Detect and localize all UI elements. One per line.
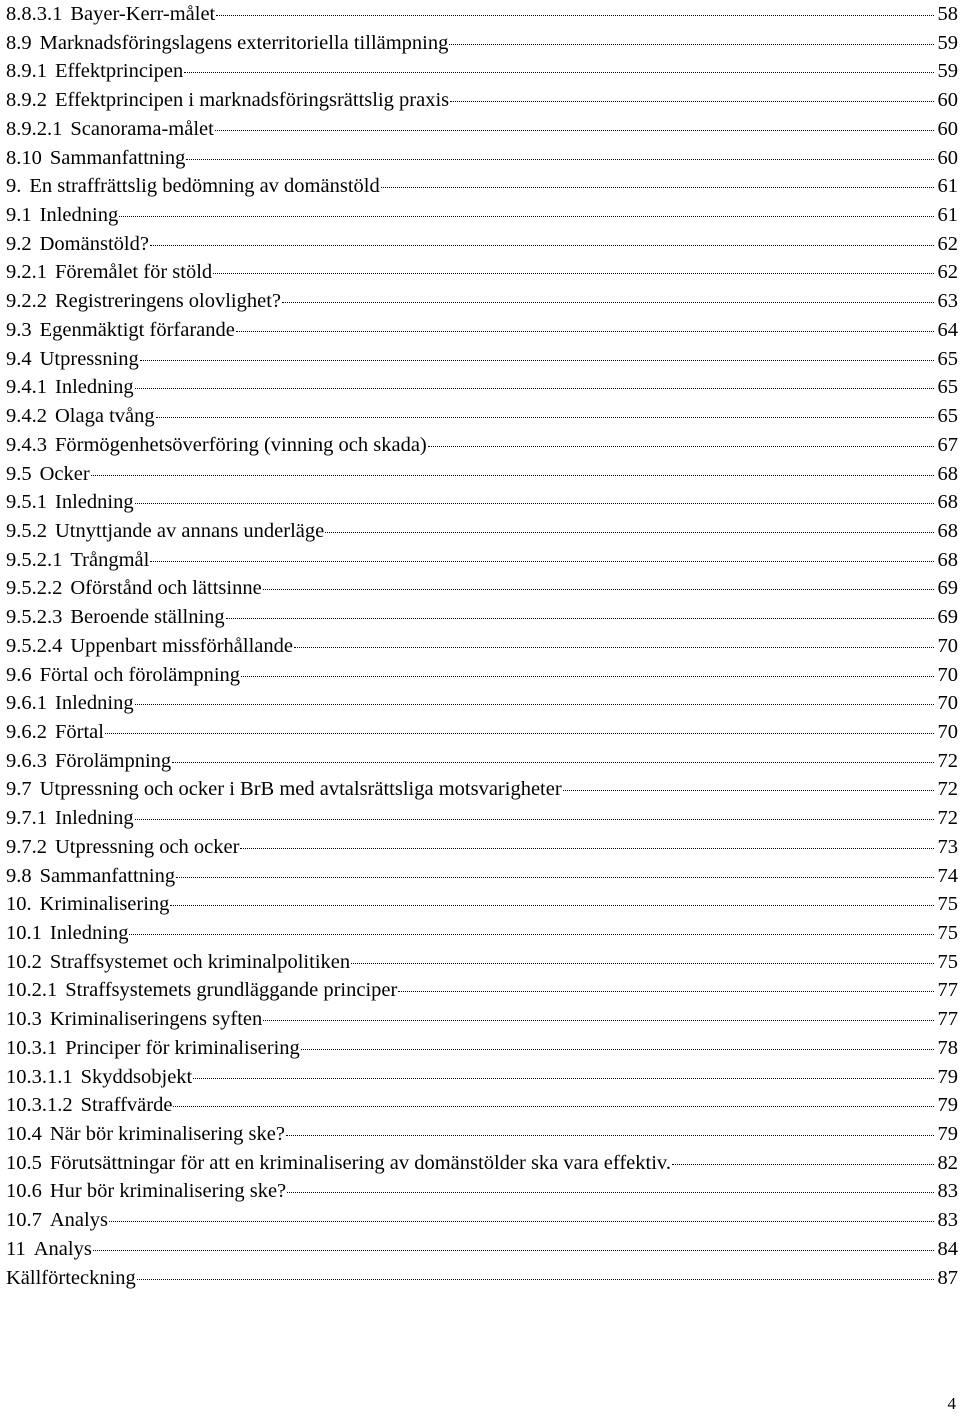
toc-entry-title: Kriminaliseringens syften bbox=[49, 1008, 263, 1031]
toc-dot-leader bbox=[105, 732, 934, 734]
table-of-contents bbox=[6, 0, 958, 1292]
toc-dot-leader bbox=[140, 359, 934, 361]
toc-entry-title: Uppenbart missförhållande bbox=[70, 634, 293, 657]
toc-dot-leader bbox=[241, 675, 933, 677]
toc-entry[interactable] bbox=[6, 1177, 958, 1206]
toc-entry-page: 67 bbox=[937, 433, 958, 456]
toc-entry-number: 9.7 bbox=[6, 778, 32, 801]
toc-entry-title: Förmögenhetsöverföring (vinning och skada) bbox=[55, 433, 427, 456]
toc-entry-number: 9.2 bbox=[6, 232, 32, 255]
toc-entry-page: 72 bbox=[937, 807, 958, 830]
toc-dot-leader bbox=[119, 215, 933, 217]
toc-entry[interactable] bbox=[6, 919, 958, 948]
toc-entry-title: Utpressning och ocker i BrB med avtalsrättsliga motsvarigheter bbox=[39, 778, 562, 801]
toc-entry-page: 78 bbox=[937, 1036, 958, 1059]
toc-entry[interactable] bbox=[6, 431, 958, 460]
toc-dot-leader bbox=[563, 789, 934, 791]
toc-entry-number: 9.6.3 bbox=[6, 749, 47, 772]
toc-entry[interactable] bbox=[6, 86, 958, 115]
toc-entry-title: Oförstånd och lättsinne bbox=[70, 577, 262, 600]
toc-dot-leader bbox=[282, 301, 933, 303]
toc-dot-leader bbox=[156, 416, 934, 418]
toc-entry-page: 69 bbox=[937, 577, 958, 600]
toc-dot-leader bbox=[287, 1191, 933, 1193]
toc-entry-number: 9.5.2.3 bbox=[6, 606, 63, 629]
toc-entry-number: 9.1 bbox=[6, 204, 32, 227]
toc-entry[interactable] bbox=[6, 689, 958, 718]
toc-dot-leader bbox=[351, 962, 933, 964]
toc-entry-number: 9.6.2 bbox=[6, 720, 47, 743]
toc-entry-title: Hur bör kriminalisering ske? bbox=[49, 1180, 287, 1203]
toc-entry-number: 9.2.2 bbox=[6, 290, 47, 313]
toc-entry[interactable] bbox=[6, 661, 958, 690]
toc-entry-title: Skyddsobjekt bbox=[80, 1065, 193, 1088]
toc-dot-leader bbox=[135, 387, 934, 389]
toc-entry-title: Utpressning och ocker bbox=[55, 835, 240, 858]
toc-entry-number: 10.3.1.2 bbox=[6, 1094, 73, 1117]
toc-entry-number: 9.7.2 bbox=[6, 835, 47, 858]
toc-entry-number: 10.2 bbox=[6, 950, 42, 973]
toc-entry-number: 9.6.1 bbox=[6, 692, 47, 715]
toc-entry-page: 72 bbox=[937, 778, 958, 801]
toc-entry-title: Inledning bbox=[55, 376, 134, 399]
toc-entry-title: Källförteckning bbox=[6, 1266, 136, 1289]
toc-dot-leader bbox=[236, 330, 934, 332]
toc-dot-leader bbox=[170, 904, 933, 906]
toc-dot-leader bbox=[263, 1019, 933, 1021]
toc-entry[interactable] bbox=[6, 345, 958, 374]
toc-entry-title: Straffvärde bbox=[80, 1094, 173, 1117]
toc-dot-leader bbox=[381, 186, 934, 188]
toc-entry-page: 77 bbox=[937, 979, 958, 1002]
toc-entry-title: Beroende ställning bbox=[70, 606, 225, 629]
toc-entry-number: 10.3.1.1 bbox=[6, 1065, 73, 1088]
toc-entry-page: 87 bbox=[937, 1266, 958, 1289]
toc-dot-leader bbox=[226, 617, 934, 619]
toc-entry-page: 62 bbox=[937, 232, 958, 255]
toc-entry-page: 59 bbox=[937, 60, 958, 83]
toc-entry-page: 83 bbox=[937, 1180, 958, 1203]
toc-dot-leader bbox=[286, 1134, 934, 1136]
toc-entry[interactable] bbox=[6, 1091, 958, 1120]
toc-dot-leader bbox=[450, 100, 933, 102]
toc-dot-leader bbox=[137, 1278, 934, 1280]
toc-entry[interactable] bbox=[6, 976, 958, 1005]
toc-entry[interactable] bbox=[6, 1120, 958, 1149]
toc-dot-leader bbox=[213, 272, 933, 274]
toc-entry-page: 58 bbox=[937, 3, 958, 25]
toc-entry[interactable] bbox=[6, 488, 958, 517]
toc-entry-title: Bayer-Kerr-målet bbox=[70, 3, 216, 25]
toc-entry-page: 70 bbox=[937, 634, 958, 657]
toc-entry[interactable] bbox=[6, 402, 958, 431]
toc-entry[interactable] bbox=[6, 862, 958, 891]
toc-dot-leader bbox=[109, 1220, 934, 1222]
toc-entry-title: Förolämpning bbox=[55, 749, 172, 772]
toc-entry-page: 77 bbox=[937, 1008, 958, 1031]
toc-entry-number: 9.5.1 bbox=[6, 491, 47, 514]
toc-entry-title: Förtal och förolämpning bbox=[39, 663, 241, 686]
toc-entry-number: 9.7.1 bbox=[6, 807, 47, 830]
toc-entry[interactable] bbox=[6, 775, 958, 804]
toc-dot-leader bbox=[294, 646, 934, 648]
toc-entry-page: 75 bbox=[937, 950, 958, 973]
toc-entry-page: 72 bbox=[937, 749, 958, 772]
toc-entry-title: Kriminalisering bbox=[39, 893, 170, 916]
toc-entry-number: 9.5 bbox=[6, 462, 32, 485]
toc-entry-number: 10.7 bbox=[6, 1209, 42, 1232]
toc-entry-page: 65 bbox=[937, 347, 958, 370]
toc-entry-page: 68 bbox=[937, 548, 958, 571]
toc-dot-leader bbox=[176, 876, 933, 878]
toc-entry[interactable] bbox=[6, 1149, 958, 1178]
toc-entry-page: 63 bbox=[937, 290, 958, 313]
toc-entry-number: 9.5.2.1 bbox=[6, 548, 63, 571]
toc-entry-page: 74 bbox=[937, 864, 958, 887]
toc-dot-leader bbox=[135, 502, 934, 504]
toc-entry-number: 9. bbox=[6, 175, 22, 198]
toc-entry-title: En straffrättslig bedömning av domänstöld bbox=[29, 175, 380, 198]
toc-entry-number: 8.9.2.1 bbox=[6, 117, 63, 140]
toc-entry-number: 8.10 bbox=[6, 146, 42, 169]
toc-entry-page: 60 bbox=[937, 89, 958, 112]
toc-entry-page: 61 bbox=[937, 175, 958, 198]
toc-entry[interactable] bbox=[6, 574, 958, 603]
toc-entry[interactable] bbox=[6, 632, 958, 661]
toc-entry[interactable] bbox=[6, 718, 958, 747]
toc-entry[interactable] bbox=[6, 115, 958, 144]
toc-entry-title: Ocker bbox=[39, 462, 90, 485]
toc-entry[interactable] bbox=[6, 890, 958, 919]
toc-entry-title: Inledning bbox=[55, 807, 134, 830]
toc-dot-leader bbox=[135, 818, 934, 820]
toc-entry-number: 8.9.1 bbox=[6, 60, 47, 83]
toc-entry-title: Domänstöld? bbox=[39, 232, 149, 255]
toc-entry[interactable] bbox=[6, 1034, 958, 1063]
toc-entry-title: Utpressning bbox=[39, 347, 139, 370]
toc-entry-number: 9.2.1 bbox=[6, 261, 47, 284]
toc-entry-page: 60 bbox=[937, 117, 958, 140]
toc-entry-number: 9.8 bbox=[6, 864, 32, 887]
toc-dot-leader bbox=[150, 244, 934, 246]
toc-entry-page: 59 bbox=[937, 31, 958, 54]
toc-entry-number: 8.9 bbox=[6, 31, 32, 54]
toc-dot-leader bbox=[129, 933, 933, 935]
toc-entry-number: 10.3.1 bbox=[6, 1036, 58, 1059]
toc-dot-leader bbox=[91, 474, 934, 476]
toc-entry-title: Effektprincipen i marknadsföringsrättslig praxis bbox=[55, 89, 450, 112]
toc-dot-leader bbox=[184, 71, 933, 73]
toc-entry[interactable] bbox=[6, 603, 958, 632]
toc-entry-page: 62 bbox=[937, 261, 958, 284]
toc-dot-leader bbox=[263, 588, 934, 590]
toc-entry-page: 64 bbox=[937, 318, 958, 341]
toc-dot-leader bbox=[240, 847, 933, 849]
toc-entry-title: Förtal bbox=[55, 720, 104, 743]
toc-dot-leader bbox=[135, 703, 934, 705]
toc-dot-leader bbox=[215, 129, 934, 131]
toc-entry-title: Föremålet för stöld bbox=[55, 261, 213, 284]
toc-entry-page: 70 bbox=[937, 692, 958, 715]
toc-entry-title: När bör kriminalisering ske? bbox=[49, 1123, 285, 1146]
toc-dot-leader bbox=[672, 1163, 934, 1165]
toc-entry-number: 9.4.3 bbox=[6, 433, 47, 456]
toc-entry-number: 10.4 bbox=[6, 1123, 42, 1146]
toc-entry-page: 83 bbox=[937, 1209, 958, 1232]
toc-entry-page: 65 bbox=[937, 405, 958, 428]
toc-entry-title: Marknadsföringslagens exterritoriella tillämpning bbox=[39, 31, 449, 54]
toc-entry-page: 73 bbox=[937, 835, 958, 858]
toc-entry[interactable] bbox=[6, 804, 958, 833]
toc-entry-number: 10.1 bbox=[6, 922, 42, 944]
toc-entry-page: 79 bbox=[937, 1094, 958, 1117]
toc-dot-leader bbox=[325, 531, 933, 533]
toc-entry[interactable] bbox=[6, 258, 958, 287]
toc-entry[interactable] bbox=[6, 1005, 958, 1034]
toc-entry-number: 9.5.2.4 bbox=[6, 634, 63, 657]
toc-entry[interactable] bbox=[6, 1235, 958, 1264]
toc-entry[interactable] bbox=[6, 747, 958, 776]
toc-entry-title: Analys bbox=[49, 1209, 108, 1232]
toc-dot-leader bbox=[172, 761, 933, 763]
toc-entry-page: 61 bbox=[937, 204, 958, 227]
toc-entry-page: 70 bbox=[937, 663, 958, 686]
toc-entry-title: Sammanfattning bbox=[39, 864, 176, 887]
toc-entry-number: 9.6 bbox=[6, 663, 32, 686]
toc-entry-number: 10. bbox=[6, 893, 32, 916]
toc-entry-title: Sammanfattning bbox=[49, 146, 186, 169]
toc-entry[interactable] bbox=[6, 833, 958, 862]
toc-entry[interactable] bbox=[6, 1063, 958, 1092]
toc-entry[interactable] bbox=[6, 230, 958, 259]
toc-entry-page: 69 bbox=[937, 606, 958, 629]
toc-entry-page: 68 bbox=[937, 519, 958, 542]
toc-entry-title: Utnyttjande av annans underläge bbox=[55, 519, 325, 542]
toc-dot-leader bbox=[186, 158, 933, 160]
toc-entry-page: 79 bbox=[937, 1123, 958, 1146]
toc-entry-title: Inledning bbox=[39, 204, 119, 227]
toc-entry-title: Registreringens olovlighet? bbox=[55, 290, 282, 313]
toc-dot-leader bbox=[301, 1048, 934, 1050]
toc-entry-page: 68 bbox=[937, 491, 958, 514]
toc-entry[interactable] bbox=[6, 0, 958, 29]
toc-dot-leader bbox=[173, 1105, 933, 1107]
toc-entry-title: Förutsättningar för att en kriminalisering av domänstölder ska vara effektiv. bbox=[49, 1151, 671, 1174]
toc-entry[interactable] bbox=[6, 546, 958, 575]
toc-entry-page: 75 bbox=[937, 893, 958, 916]
toc-entry-page: 84 bbox=[937, 1237, 958, 1260]
toc-entry-number: 9.4.2 bbox=[6, 405, 47, 428]
toc-entry-number: 8.9.2 bbox=[6, 89, 47, 112]
toc-entry-page: 68 bbox=[937, 462, 958, 485]
toc-entry[interactable] bbox=[6, 1264, 958, 1293]
toc-entry[interactable] bbox=[6, 373, 958, 402]
toc-dot-leader bbox=[193, 1077, 933, 1079]
toc-entry-number: 9.5.2 bbox=[6, 519, 47, 542]
toc-entry-number: 9.4 bbox=[6, 347, 32, 370]
toc-entry[interactable] bbox=[6, 201, 958, 230]
toc-entry-title: Inledning bbox=[55, 692, 134, 715]
toc-entry-title: Principer för kriminalisering bbox=[65, 1036, 300, 1059]
toc-entry-number: 11 bbox=[6, 1237, 26, 1260]
toc-entry[interactable] bbox=[6, 316, 958, 345]
toc-entry-page: 79 bbox=[937, 1065, 958, 1088]
toc-entry[interactable] bbox=[6, 1206, 958, 1235]
toc-entry-number: 9.5.2.2 bbox=[6, 577, 63, 600]
toc-dot-leader bbox=[216, 14, 933, 16]
toc-entry-title: Effektprincipen bbox=[55, 60, 184, 83]
toc-entry[interactable] bbox=[6, 29, 958, 58]
toc-entry[interactable] bbox=[6, 517, 958, 546]
toc-entry-title: Olaga tvång bbox=[55, 405, 155, 428]
toc-entry[interactable] bbox=[6, 287, 958, 316]
toc-dot-leader bbox=[150, 560, 933, 562]
toc-dot-leader bbox=[93, 1249, 934, 1251]
toc-entry-number: 10.5 bbox=[6, 1151, 42, 1174]
toc-entry-title: Inledning bbox=[49, 922, 129, 944]
toc-entry-title: Analys bbox=[33, 1237, 92, 1260]
toc-dot-leader bbox=[428, 445, 934, 447]
toc-entry-number: 8.8.3.1 bbox=[6, 3, 63, 25]
toc-entry-page: 65 bbox=[937, 376, 958, 399]
toc-entry-number: 9.3 bbox=[6, 318, 32, 341]
toc-entry-page: 75 bbox=[937, 922, 958, 944]
toc-entry-title: Egenmäktigt förfarande bbox=[39, 318, 235, 341]
toc-entry[interactable] bbox=[6, 948, 958, 977]
toc-entry-title: Straffsystemets grundläggande principer bbox=[65, 979, 398, 1002]
toc-dot-leader bbox=[398, 990, 933, 992]
toc-entry[interactable] bbox=[6, 460, 958, 489]
toc-entry-page: 70 bbox=[937, 720, 958, 743]
toc-entry-number: 10.3 bbox=[6, 1008, 42, 1031]
toc-entry-number: 9.4.1 bbox=[6, 376, 47, 399]
toc-entry[interactable] bbox=[6, 144, 958, 173]
toc-entry-title: Straffsystemet och kriminalpolitiken bbox=[49, 950, 351, 973]
toc-entry-number: 10.2.1 bbox=[6, 979, 58, 1002]
page-number: 4 bbox=[947, 1394, 956, 1413]
toc-entry-page: 60 bbox=[937, 146, 958, 169]
toc-entry-title: Scanorama-målet bbox=[70, 117, 214, 140]
toc-entry[interactable] bbox=[6, 57, 958, 86]
toc-entry-title: Inledning bbox=[55, 491, 134, 514]
toc-dot-leader bbox=[449, 43, 933, 45]
toc-entry-page: 82 bbox=[937, 1151, 958, 1174]
toc-entry[interactable] bbox=[6, 172, 958, 201]
toc-entry-title: Trångmål bbox=[70, 548, 150, 571]
toc-entry-number: 10.6 bbox=[6, 1180, 42, 1203]
